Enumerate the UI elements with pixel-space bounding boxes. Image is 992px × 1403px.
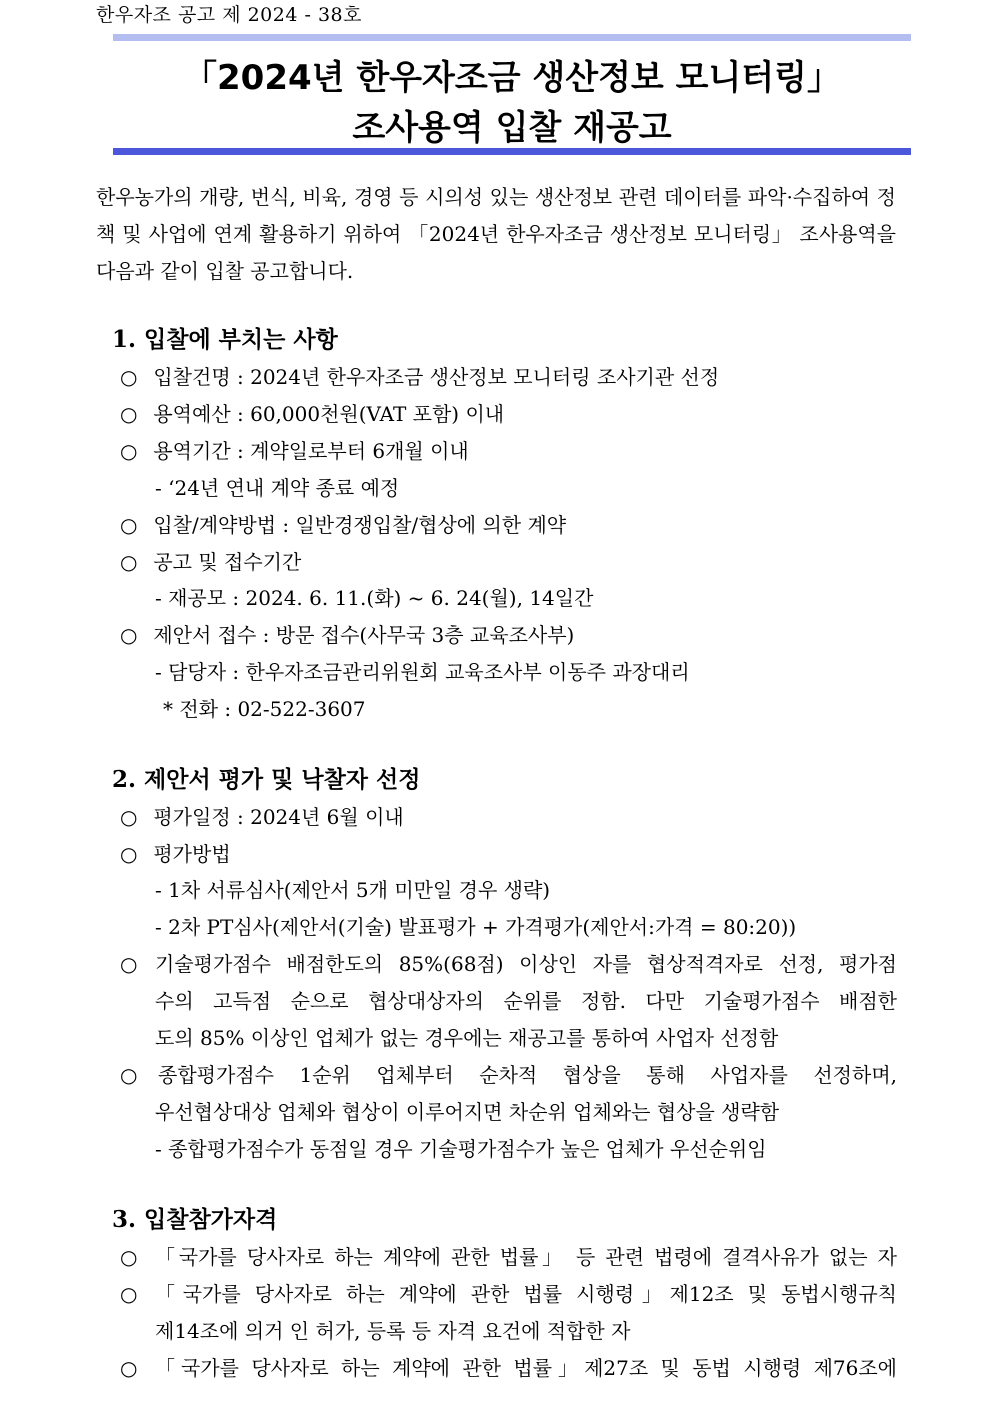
list-item — [120, 1353, 147, 1383]
list-item — [120, 1279, 147, 1309]
list-item: ○ 공고 및 접수기간 — [120, 547, 301, 577]
list-item: ○ 입찰건명 : 2024년 한우자조금 생산정보 모니터링 조사기관 선정 — [120, 362, 719, 392]
list-item-text: 도의 85% 이상인 업체가 없는 경우에는 재공고를 통하여 사업자 선정함 — [155, 1026, 779, 1050]
list-item: ○ 입찰/계약방법 : 일반경쟁입찰/협상에 의한 계약 — [120, 510, 566, 540]
list-item-text: 기술평가점수 배점한도의 85%(68점) 이상인 자를 협상적격자로 선정, 평가점 — [155, 952, 897, 976]
list-sub-item: - ‘24년 연내 계약 종료 예정 — [155, 476, 400, 500]
bullet-icon: ○ — [120, 1245, 138, 1269]
bullet-icon: ○ — [120, 1282, 138, 1306]
title-top-rule — [113, 34, 911, 41]
bullet-icon: ○ — [120, 805, 138, 829]
list-item — [120, 1060, 147, 1090]
bullet-icon: ○ — [120, 1063, 138, 1087]
list-item-text: 「국가를 당사자로 하는 계약에 관한 법률」제27조 및 동법 시행령 제76조에 — [155, 1356, 897, 1380]
list-item-text: 우선협상대상 업체와 협상이 이루어지면 차순위 업체와는 협상을 생략함 — [155, 1100, 780, 1124]
list-item: ○ 평가일정 : 2024년 6월 이내 — [120, 802, 404, 832]
list-item: ○ 용역기간 : 계약일로부터 6개월 이내 — [120, 436, 469, 466]
list-item: ○ 제안서 접수 : 방문 접수(사무국 3층 교육조사부) — [120, 620, 574, 650]
list-sub-item: - 종합평가점수가 동점일 경우 기술평가점수가 높은 업체가 우선순위임 — [155, 1137, 767, 1161]
bullet-icon: ○ — [120, 439, 138, 463]
bullet-icon: ○ — [120, 952, 138, 976]
section-3-heading: 3. 입찰참가자격 — [112, 1206, 278, 1233]
bullet-icon: ○ — [120, 402, 138, 426]
list-sub-item: - 담당자 : 한우자조금관리위원회 교육조사부 이동주 과장대리 — [155, 660, 690, 684]
title-line-2: 조사용역 입찰 재공고 — [352, 108, 672, 148]
bullet-icon: ○ — [120, 513, 138, 537]
list-item — [120, 949, 147, 979]
list-item — [120, 1242, 147, 1272]
list-item-text: 종합평가점수 1순위 업체부터 순차적 협상을 통해 사업자를 선정하며, — [158, 1063, 897, 1087]
list-sub-item: - 재공모 : 2024. 6. 11.(화) ~ 6. 24(월), 14일간 — [155, 586, 594, 610]
bullet-icon: ○ — [120, 1356, 138, 1380]
list-item-text: 수의 고득점 순으로 협상대상자의 순위를 정함. 다만 기술평가점수 배점한 — [155, 989, 897, 1013]
bullet-icon: ○ — [120, 842, 138, 866]
title-line-1: 「2024년 한우자조금 생산정보 모니터링」 — [183, 58, 841, 98]
list-item-text: 제14조에 의거 인 허가, 등록 등 자격 요건에 적합한 자 — [155, 1319, 631, 1343]
bullet-icon: ○ — [120, 623, 138, 647]
list-note: * 전화 : 02-522-3607 — [163, 697, 366, 721]
section-2-heading: 2. 제안서 평가 및 낙찰자 선정 — [112, 766, 421, 793]
list-sub-item: - 2차 PT심사(제안서(기술) 발표평가 + 가격평가(제안서:가격 = 80:20)) — [155, 915, 797, 939]
list-sub-item: - 1차 서류심사(제안서 5개 미만일 경우 생략) — [155, 878, 551, 902]
intro-paragraph: 한우농가의 개량, 번식, 비육, 경영 등 시의성 있는 생산정보 관련 데이터를 파악·수집하여 정책 및 사업에 연계 활용하기 위하여 「2024년 한우자조금 생산정보 모니터링」 조사용역을 다음과 같이 입찰 공고합니다. — [96, 185, 896, 283]
bullet-icon: ○ — [120, 550, 138, 574]
document-number: 한우자조 공고 제 2024 - 38호 — [96, 4, 362, 26]
bullet-icon: ○ — [120, 365, 138, 389]
section-1-heading: 1. 입찰에 부치는 사항 — [112, 326, 338, 353]
list-item: ○ 평가방법 — [120, 839, 231, 869]
title-bottom-rule — [113, 148, 911, 155]
list-item-text: 「국가를 당사자로 하는 계약에 관한 법률」 등 관련 법령에 결격사유가 없는 자 — [155, 1245, 897, 1269]
list-item: ○ 용역예산 : 60,000천원(VAT 포함) 이내 — [120, 399, 504, 429]
list-item-text: 「국가를 당사자로 하는 계약에 관한 법률 시행령」제12조 및 동법시행규칙 — [155, 1282, 897, 1306]
